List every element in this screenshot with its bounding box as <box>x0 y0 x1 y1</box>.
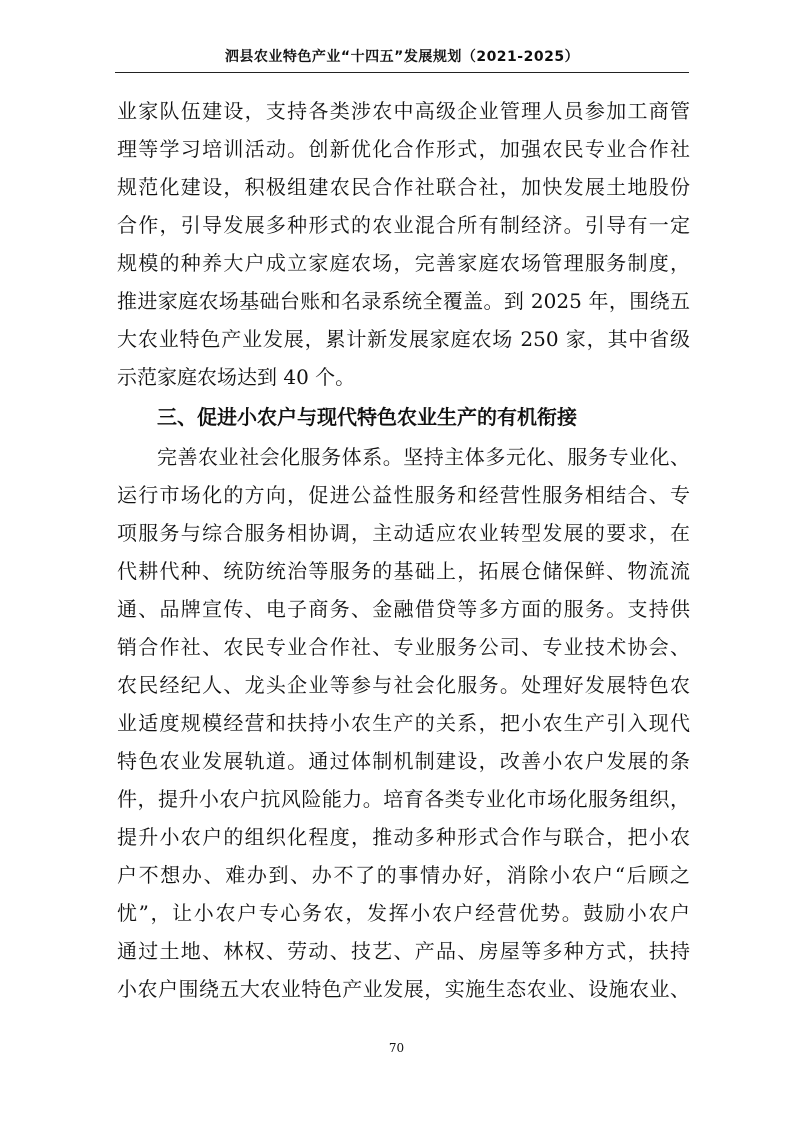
paragraph-family-farms <box>117 92 690 396</box>
text-line: 件，提升小农户抗风险能力。培育各类专业化市场化服务组织， <box>117 787 690 811</box>
text-line: 示范家庭农场达到 40 个。 <box>117 365 356 389</box>
text-line: 特色农业发展轨道。通过体制机制建设，改善小农户发展的条 <box>117 749 690 773</box>
text-line: 通过土地、林权、劳动、技艺、产品、房屋等多种方式，扶持 <box>117 939 690 963</box>
text-line: 农民经纪人、龙头企业等参与社会化服务。处理好发展特色农 <box>117 673 690 697</box>
text-line: 推进家庭农场基础台账和名录系统全覆盖。到 2025 年，围绕五 <box>117 289 690 313</box>
header-rule <box>115 72 689 73</box>
text-line: 忧”，让小农户专心务农，发挥小农户经营优势。鼓励小农户 <box>117 901 690 925</box>
text-line: 户不想办、难办到、办不了的事情办好，消除小农户“后顾之 <box>117 863 690 887</box>
text-line: 规模的种养大户成立家庭农场，完善家庭农场管理服务制度， <box>117 251 690 275</box>
text-line: 合作，引导发展多种形式的农业混合所有制经济。引导有一定 <box>117 213 690 237</box>
running-header: 泗县农业特色产业“十四五”发展规划（2021-2025） <box>224 49 580 65</box>
text-line: 提升小农户的组织化程度，推动多种形式合作与联合，把小农 <box>117 825 690 849</box>
text-line: 代耕代种、统防统治等服务的基础上，拓展仓储保鲜、物流流 <box>117 559 690 583</box>
document-body <box>117 92 690 1008</box>
text-line: 通、品牌宣传、电子商务、金融借贷等多方面的服务。支持供 <box>117 597 690 621</box>
text-line: 销合作社、农民专业合作社、专业服务公司、专业技术协会、 <box>117 635 690 659</box>
paragraph-social-services <box>117 438 690 1008</box>
text-line: 大农业特色产业发展，累计新发展家庭农场 250 家，其中省级 <box>117 327 690 351</box>
text-line: 理等学习培训活动。创新优化合作形式，加强农民专业合作社 <box>117 137 690 161</box>
text-line: 业家队伍建设，支持各类涉农中高级企业管理人员参加工商管 <box>117 99 690 123</box>
text-line: 业适度规模经营和扶持小农生产的关系，把小农生产引入现代 <box>117 711 690 735</box>
text-line: 运行市场化的方向，促进公益性服务和经营性服务相结合、专 <box>117 483 690 507</box>
text-line: 小农户围绕五大农业特色产业发展，实施生态农业、设施农业、 <box>117 977 690 1001</box>
text-line: 项服务与综合服务相协调，主动适应农业转型发展的要求，在 <box>117 521 690 545</box>
page-number: 70 <box>388 1041 405 1055</box>
text-line: 完善农业社会化服务体系。坚持主体多元化、服务专业化、 <box>157 445 690 469</box>
text-line: 规范化建设，积极组建农民合作社联合社，加快发展土地股份 <box>117 175 690 199</box>
section-heading: 三、促进小农户与现代特色农业生产的有机衔接 <box>157 405 577 429</box>
